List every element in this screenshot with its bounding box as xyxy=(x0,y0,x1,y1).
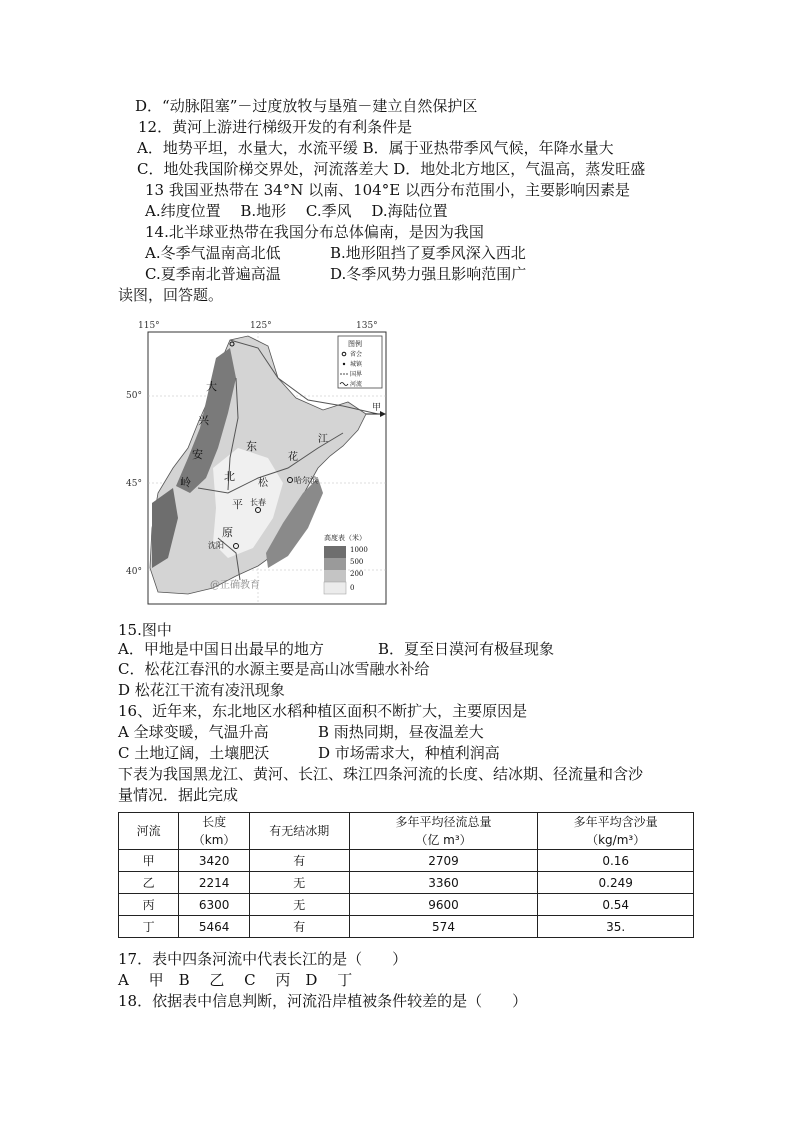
elevation-title: 高度表（米） xyxy=(324,534,366,542)
plain-char-ping: 平 xyxy=(232,498,243,511)
range-char-xing: 兴 xyxy=(198,414,209,427)
cell-freeze: 有 xyxy=(249,850,349,872)
cell-sediment: 35. xyxy=(538,916,694,938)
read-map-instruction: 读图，回答题。 xyxy=(118,286,224,304)
cell-river: 乙 xyxy=(119,872,179,894)
question-13: 13 我国亚热带在 34°N 以南、104°E 以西分布范围小，主要影响因素是 xyxy=(145,181,630,199)
question-14: 14.北半球亚热带在我国分布总体偏南，是因为我国 xyxy=(145,223,484,241)
lon-label-115: 115° xyxy=(138,321,160,331)
elevation-0: 0 xyxy=(350,584,355,592)
option-d-line: D．“动脉阻塞”－过度放牧与垦殖－建立自然保护区 xyxy=(135,97,478,115)
cell-sediment: 0.54 xyxy=(538,894,694,916)
range-char-an: 安 xyxy=(192,448,203,461)
question-16: 16、近年来，东北地区水稻种植区面积不断扩大，主要原因是 xyxy=(118,702,528,720)
header-freeze: 有无结冰期 xyxy=(249,813,349,850)
question-12-options-ab: A．地势平坦，水量大，水流平缓 B．属于亚热带季风气候，年降水量大 xyxy=(137,139,614,157)
legend-title: 图例 xyxy=(348,340,362,348)
lat-label-50: 50° xyxy=(126,391,142,401)
table-row xyxy=(119,872,694,894)
cell-runoff: 3360 xyxy=(349,872,538,894)
lat-label-40: 40° xyxy=(126,567,142,577)
legend-item-capital: 省会 xyxy=(350,351,363,358)
question-15-option-c: C．松花江春汛的水源主要是高山冰雪融水补给 xyxy=(118,660,430,678)
cell-length: 6300 xyxy=(179,894,250,916)
city-shenyang: 沈阳 xyxy=(208,541,224,550)
northeast-china-map xyxy=(118,318,390,608)
header-length: 长度 （km） xyxy=(179,813,250,850)
city-harbin: 哈尔滨 xyxy=(294,476,318,485)
header-sediment: 多年平均含沙量 （kg/m³） xyxy=(538,813,694,850)
cell-sediment: 0.249 xyxy=(538,872,694,894)
legend-item-border: 国界 xyxy=(350,371,363,378)
range-char-da: 大 xyxy=(206,380,217,393)
elevation-1000: 1000 xyxy=(350,546,368,554)
header-runoff: 多年平均径流总量 （亿 m³） xyxy=(349,813,538,850)
question-16-option-b: B 雨热同期，昼夜温差大 xyxy=(318,723,484,741)
cell-runoff: 2709 xyxy=(349,850,538,872)
cell-runoff: 9600 xyxy=(349,894,538,916)
label-jia: 甲 xyxy=(372,403,382,413)
plain-char-dong: 东 xyxy=(246,440,257,453)
cell-length: 5464 xyxy=(179,916,250,938)
lat-label-45: 45° xyxy=(126,479,142,489)
elevation-500: 500 xyxy=(350,558,364,566)
question-14-option-c: C.夏季南北普遍高温 xyxy=(145,265,281,283)
cell-river: 丙 xyxy=(119,894,179,916)
question-14-option-d: D.冬季风势力强且影响范围广 xyxy=(330,265,527,283)
range-char-ling: 岭 xyxy=(180,476,191,489)
legend-item-river: 河流 xyxy=(350,381,363,388)
cell-length: 2214 xyxy=(179,872,250,894)
question-15: 15.图中 xyxy=(118,621,172,639)
question-16-option-a: A 全球变暖，气温升高 xyxy=(118,723,269,741)
question-14-option-b: B.地形阻挡了夏季风深入西北 xyxy=(330,244,526,262)
question-17: 17．表中四条河流中代表长江的是（ ） xyxy=(118,950,408,968)
question-16-option-d: D 市场需求大，种植利润高 xyxy=(318,744,500,762)
cell-sediment: 0.16 xyxy=(538,850,694,872)
table-row xyxy=(119,894,694,916)
question-14-option-a: A.冬季气温南高北低 xyxy=(145,244,281,262)
legend-item-town: 城镇 xyxy=(350,361,363,368)
question-12-options-cd: C．地处我国阶梯交界处，河流落差大 D．地处北方地区，气温高，蒸发旺盛 xyxy=(137,160,646,178)
table-intro-line-2: 量情况．据此完成 xyxy=(118,786,239,804)
table-row xyxy=(119,850,694,872)
river-data-table xyxy=(118,812,694,938)
table-row xyxy=(119,916,694,938)
river-label-hua: 花 xyxy=(288,452,298,463)
question-15-option-a: A．甲地是中国日出最早的地方 xyxy=(118,640,324,658)
lon-label-125: 125° xyxy=(250,321,272,331)
watermark: @正确教育 xyxy=(210,580,260,591)
lon-label-135: 135° xyxy=(356,321,378,331)
question-15-option-d: D 松花江干流有凌汛现象 xyxy=(118,681,285,699)
question-15-option-b: B．夏至日漠河有极昼现象 xyxy=(378,640,555,658)
table-intro-line-1: 下表为我国黑龙江、黄河、长江、珠江四条河流的长度、结冰期、径流量和含沙 xyxy=(118,765,644,783)
header-river: 河流 xyxy=(119,813,179,850)
cell-length: 3420 xyxy=(179,850,250,872)
question-18: 18．依据表中信息判断，河流沿岸植被条件较差的是（ ） xyxy=(118,992,528,1010)
table-header-row xyxy=(119,813,694,850)
question-16-option-c: C 土地辽阔，土壤肥沃 xyxy=(118,744,270,762)
river-label-jiang: 江 xyxy=(318,434,328,445)
river-label-song: 松 xyxy=(258,478,268,489)
plain-char-bei: 北 xyxy=(224,470,235,483)
cell-runoff: 574 xyxy=(349,916,538,938)
plain-char-yuan: 原 xyxy=(222,526,233,539)
question-12: 12．黄河上游进行梯级开发的有利条件是 xyxy=(138,118,413,136)
cell-freeze: 有 xyxy=(249,916,349,938)
cell-freeze: 无 xyxy=(249,872,349,894)
elevation-200: 200 xyxy=(350,570,364,578)
question-13-options: A.纬度位置 B.地形 C.季风 D.海陆位置 xyxy=(145,202,448,220)
city-changchun: 长春 xyxy=(250,498,266,507)
cell-freeze: 无 xyxy=(249,894,349,916)
question-17-options: A 甲 B 乙 C 丙 D 丁 xyxy=(118,971,353,989)
cell-river: 丁 xyxy=(119,916,179,938)
cell-river: 甲 xyxy=(119,850,179,872)
